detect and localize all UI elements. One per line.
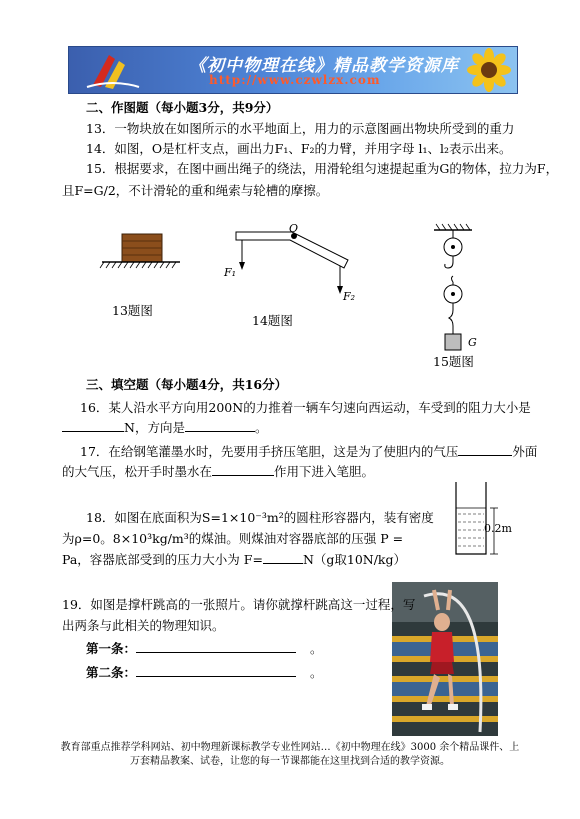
question-16-line2: N，方向是 。 (62, 419, 267, 437)
question-15-line2: 且F=G/2，不计滑轮的重和绳索与轮槽的摩擦。 (62, 183, 329, 198)
answer-blank[interactable] (62, 431, 124, 432)
figure-15-caption: 15题图 (433, 354, 474, 369)
sunflower-icon (461, 47, 517, 93)
label-0-2m: 0.2m (484, 522, 512, 535)
site-banner (68, 46, 518, 94)
question-13: 13．一物块放在如图所示的水平地面上，用力的示意图画出物块所受到的重力 (86, 121, 515, 136)
question-16-line1: 16．某人沿水平方向用200N的力推着一辆车匀速向西运动，车受到的阻力大小是 (80, 400, 531, 415)
label-f1: F₁ (224, 266, 237, 279)
figure-14-caption: 14题图 (252, 313, 293, 328)
label-g: G (468, 336, 477, 349)
figure-13-block-on-ground (96, 228, 186, 272)
answer-line-1: 第一条： 。 (86, 641, 323, 656)
question-15-line1: 15．根据要求，在图中画出绳子的绕法，用滑轮组匀速提起重为G的物体，拉力为F， (86, 161, 559, 176)
logo-icon (83, 51, 143, 89)
banner-url[interactable]: http://www.czwlzx.com (209, 73, 381, 87)
question-18-line3: Pa，容器底部受到的压力大小为 F= N（g取10N/kg） (62, 552, 407, 567)
answer-blank[interactable] (136, 676, 296, 677)
figure-14-lever (216, 220, 356, 310)
question-19-line1: 19．如图是撑杆跳高的一张照片。请你就撑杆跳高这一过程，写 (62, 597, 416, 612)
question-14: 14．如图，O是杠杆支点，画出力F₁、F₂的力臂，并用字母 l₁、l₂表示出来。 (86, 141, 512, 156)
question-18-line1: 18．如图在底面积为S=1×10⁻³m²的圆柱形容器内，装有密度 (86, 510, 434, 525)
answer-blank[interactable] (185, 431, 255, 432)
footer-line-1: 教育部重点推荐学科网站、初中物理新课标教学专业性网站…《初中物理在线》3000 余个精品课件、上 (60, 742, 520, 753)
answer-blank[interactable] (263, 563, 303, 564)
label-pivot-o: O (289, 222, 299, 235)
question-19-line2: 出两条与此相关的物理知识。 (62, 618, 225, 633)
answer-line-2: 第二条： 。 (86, 665, 323, 680)
answer-blank[interactable] (136, 652, 296, 653)
footer-line-2: 万套精品教案、试卷，让您的每一节课都能在这里找到合适的教学资源。 (130, 756, 450, 767)
section3-heading: 三、填空题（每小题4分，共16分） (86, 377, 288, 392)
section2-heading: 二、作图题（每小题3分，共9分） (86, 100, 279, 115)
question-17-line2: 的大气压，松开手时墨水在 作用下进入笔胆。 (62, 464, 375, 479)
label-f2: F₂ (343, 290, 356, 303)
answer-blank[interactable] (458, 455, 512, 456)
figure-13-caption: 13题图 (112, 303, 153, 318)
question-18-line2: 为ρ=0。8×10³kg/m³的煤油。则煤油对容器底部的压强 P = (62, 531, 404, 546)
banner-title: 《初中物理在线》精品教学资源库 (189, 56, 459, 76)
figure-18-container (446, 478, 516, 560)
answer-blank[interactable] (212, 475, 274, 476)
question-17-line1: 17．在给钢笔灌墨水时，先要用手挤压笔胆，这是为了使胆内的气压 外面 (80, 444, 538, 459)
